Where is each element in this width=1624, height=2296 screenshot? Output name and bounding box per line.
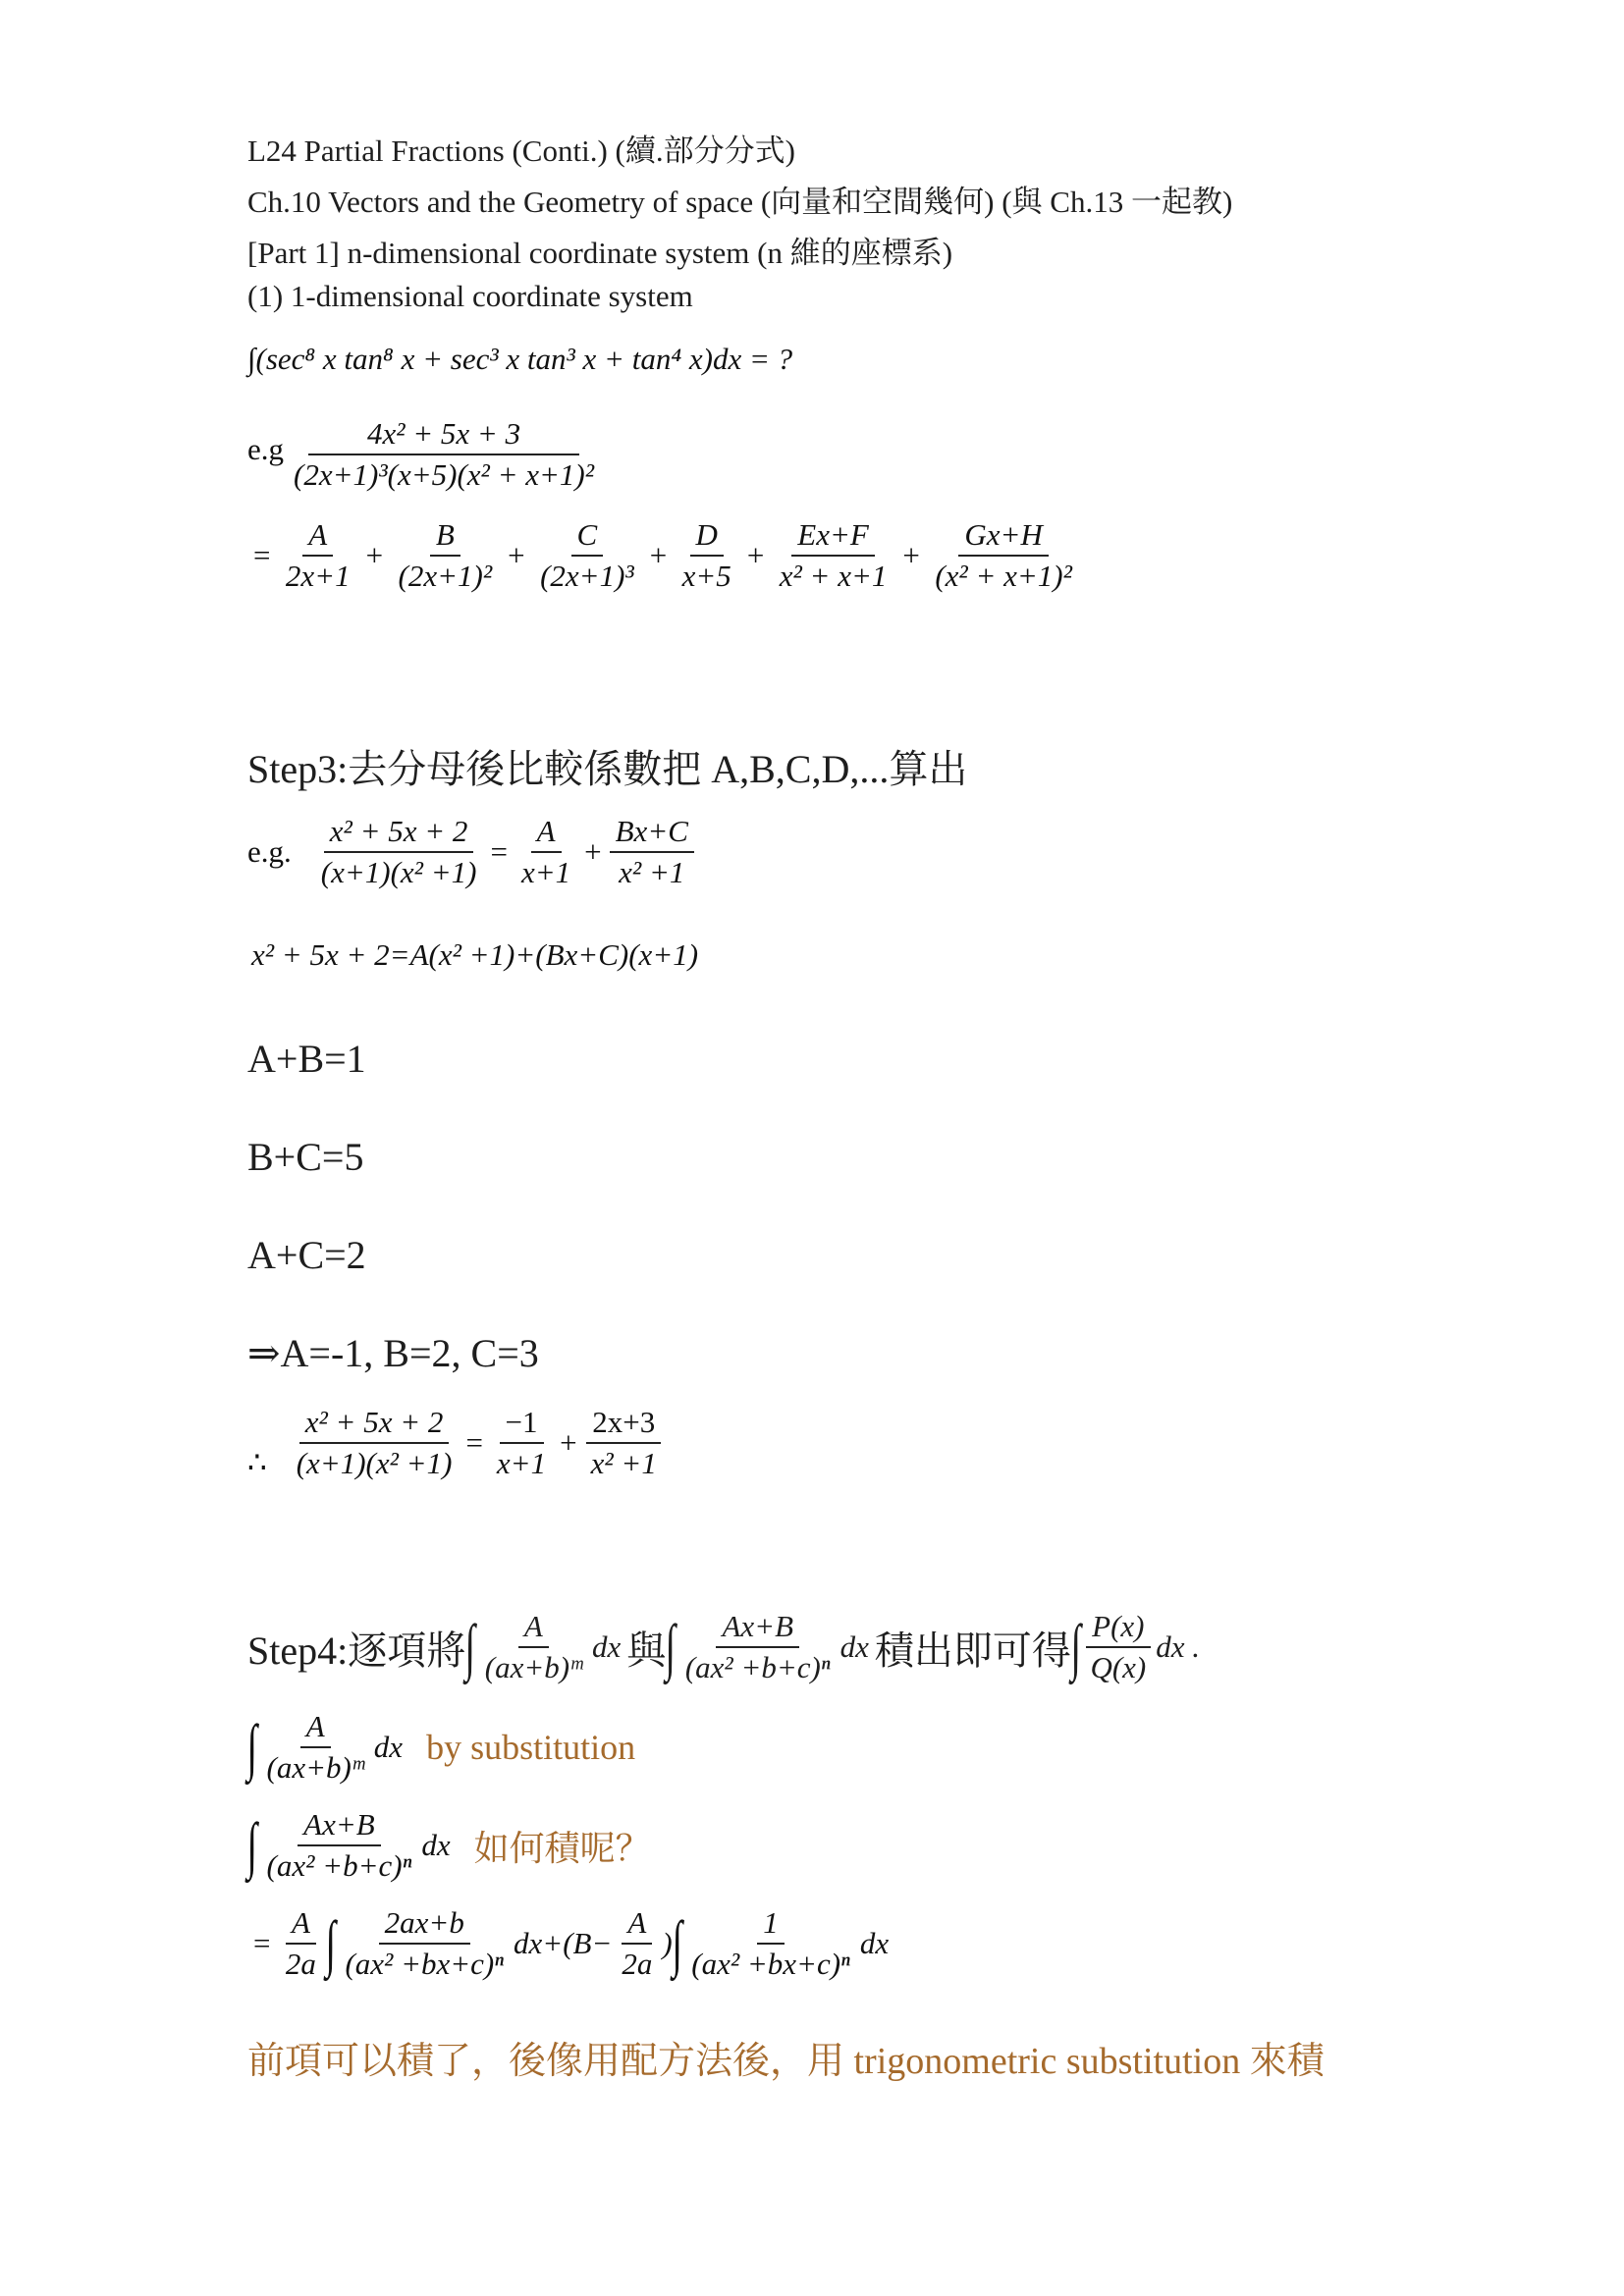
step4-line-a-dx: dx xyxy=(373,1730,404,1765)
step4-line-b-den: (ax² +b+c)ⁿ xyxy=(266,1848,412,1884)
term-b-num: B xyxy=(430,518,460,557)
step3-final-rhs2-den: x² +1 xyxy=(590,1446,657,1481)
example1-lhs xyxy=(247,417,604,492)
step4-line-c-coef2-den: 2a xyxy=(622,1947,653,1982)
step4-frac3-den: Q(x) xyxy=(1090,1650,1147,1685)
integral-symbol: ∫ xyxy=(665,1612,677,1682)
example1-fraction xyxy=(288,417,600,492)
step3-result: ⇒A=-1, B=2, C=3 xyxy=(247,1331,539,1375)
step3-eg-prefix: e.g. xyxy=(247,834,292,870)
step3-lhs-den: (x+1)(x² +1) xyxy=(320,855,477,890)
step3-rhs1-den: x+1 xyxy=(520,855,571,890)
step4-title-suffix: 積出即可得 xyxy=(874,1628,1071,1673)
step4-line-c-coef1-num: A xyxy=(286,1906,316,1945)
step4-line-c-coef1-den: 2a xyxy=(285,1947,316,1982)
trig-integral-equation: ∫(sec⁸ x tan⁸ x + sec³ x tan³ x + tan⁴ x)dx = ? xyxy=(247,342,793,376)
step3-rhs1-fraction xyxy=(515,815,576,889)
example1-term-gh xyxy=(929,518,1078,593)
step4-line-c-coef2 xyxy=(616,1906,658,1981)
example1-term-c xyxy=(534,518,640,593)
step4-line-b-dx: dx xyxy=(421,1828,451,1863)
example1-term-a xyxy=(280,518,356,593)
step4-line-c-dx: dx xyxy=(859,1926,890,1961)
step4-frac1 xyxy=(479,1610,588,1684)
step3-final: ∴ $\frac{\text{x² + 5x + 2}}{\text{(x+1)(x² +1)}}$ = $\frac{-1}{x+1}$ + $\frac{2x+3}{\text{x² +1}}$ xyxy=(247,1406,667,1480)
step4-line-b xyxy=(247,1808,651,1883)
example1-term-d xyxy=(677,518,737,593)
step4-dx-2: dx xyxy=(839,1629,869,1665)
header-line-4: (1) 1-dimensional coordinate system xyxy=(247,279,693,313)
term-gh-num: Gx+H xyxy=(958,518,1048,557)
step4-frac2-den: (ax² +b+c)ⁿ xyxy=(684,1650,831,1685)
example1-prefix: e.g xyxy=(247,432,285,467)
step4-line-c-frac2-den: (ax² +bx+c)ⁿ xyxy=(691,1947,850,1982)
header-line-1: L24 Partial Fractions (Conti.) (續.部分分式) xyxy=(247,133,795,168)
term-b-den: (2x+1)² xyxy=(398,559,493,594)
example1-denominator: (2x+1)³(x+5)(x² + x+1)² xyxy=(294,457,595,493)
step4-title-prefix: Step4:逐項將 xyxy=(247,1628,466,1673)
integral-symbol: ∫ xyxy=(246,1712,258,1783)
step4-line-b-frac xyxy=(261,1808,418,1883)
step4-frac1-num: A xyxy=(518,1610,549,1648)
step4-conclusion: 前項可以積了，後像用配方法後，用 trigonometric substitution 來積 xyxy=(247,2041,1325,2082)
step3-final-lhs xyxy=(291,1406,459,1480)
step4-line-a xyxy=(247,1710,635,1785)
step4-frac3 xyxy=(1084,1610,1152,1684)
example1-equals: = xyxy=(251,538,272,573)
step3-expanded-equation: x² + 5x + 2=A(x² +1)+(Bx+C)(x+1) xyxy=(251,937,699,972)
step4-line-c-frac2-num: 1 xyxy=(757,1906,785,1945)
step3-final-rhs2-num: 2x+3 xyxy=(586,1406,661,1444)
example1-rhs: = $\frac{A}{2x+1}$ + $\frac{B}{\text{(2x+1)²}}$ + $\frac{C}{\text{(2x+1)³}}$ + $\frac{D}{x+5}$ + $\frac{Ex+F}{\text{x² + x+1}}$ + $\frac{Gx+H}{\text{(x² + x+1)²}}$ xyxy=(247,518,1082,593)
step4-line-c-frac1-den: (ax² +bx+c)ⁿ xyxy=(345,1947,505,1982)
term-c-num: C xyxy=(571,518,604,557)
example1-numerator: 4x² + 5x + 3 xyxy=(308,417,579,455)
step3-final-rhs2 xyxy=(585,1406,663,1480)
step3-eq-a-plus-b: A+B=1 xyxy=(247,1037,366,1081)
step4-title xyxy=(247,1610,1200,1684)
term-c-den: (2x+1)³ xyxy=(540,559,634,594)
step4-line-c-frac1-num: 2ax+b xyxy=(379,1906,470,1945)
integral-symbol: ∫ xyxy=(1070,1612,1081,1682)
step4-dx-1: dx xyxy=(592,1629,622,1665)
step4-line-c-coef2-num: A xyxy=(622,1906,652,1945)
step4-line-c-frac2 xyxy=(685,1906,856,1981)
step3-final-lhs-num: x² + 5x + 2 xyxy=(299,1406,450,1444)
term-a-num: A xyxy=(302,518,333,557)
step3-rhs2-fraction xyxy=(610,815,694,889)
example1-term-b xyxy=(393,518,499,593)
step3-eq-b-plus-c: B+C=5 xyxy=(247,1135,364,1179)
example1-term-ef xyxy=(774,518,893,593)
header-line-3: [Part 1] n-dimensional coordinate system (n 維的座標系) xyxy=(247,236,953,270)
step4-frac1-den: (ax+b)ᵐ xyxy=(484,1650,583,1685)
term-ef-den: x² + x+1 xyxy=(779,559,888,594)
step4-line-b-note: 如何積呢？ xyxy=(473,1828,651,1868)
term-d-num: D xyxy=(690,518,724,557)
step3-final-rhs1 xyxy=(491,1406,552,1480)
therefore-symbol: ∴ xyxy=(247,1445,267,1480)
integral-symbol: ∫ xyxy=(464,1612,476,1682)
step3-rhs1-num: A xyxy=(531,815,562,853)
step3-final-rhs1-num: −1 xyxy=(500,1406,544,1444)
step3-final-lhs-den: (x+1)(x² +1) xyxy=(296,1446,453,1481)
step4-frac3-num: P(x) xyxy=(1086,1610,1150,1648)
integral-symbol: ∫ xyxy=(325,1908,336,1979)
term-d-den: x+5 xyxy=(681,559,731,594)
term-gh-den: (x² + x+1)² xyxy=(935,559,1072,594)
step4-line-c-mid: dx+(B− xyxy=(514,1926,613,1961)
term-a-den: 2x+1 xyxy=(285,559,351,594)
term-ef-num: Ex+F xyxy=(791,518,875,557)
step3-lhs-fraction xyxy=(315,815,483,889)
integral-symbol: ∫ xyxy=(672,1908,682,1979)
step4-line-a-num: A xyxy=(300,1710,331,1748)
step3-example: e.g. $\frac{\text{x² + 5x + 2}}{\text{(x+1)(x² +1)}}$ = $\frac{A}{x+1}$ + $\frac{Bx+C}{\text{x² +1}}$ xyxy=(247,815,698,889)
step4-line-c-paren: ) xyxy=(662,1926,673,1961)
step4-frac2 xyxy=(679,1610,837,1684)
step3-lhs-num: x² + 5x + 2 xyxy=(324,815,474,853)
step3-eq-a-plus-c: A+C=2 xyxy=(247,1233,366,1277)
step4-title-mid: 與 xyxy=(626,1628,667,1673)
header-line-2: Ch.10 Vectors and the Geometry of space (向量和空間幾何) (與 Ch.13 一起教) xyxy=(247,185,1233,219)
step4-line-a-frac xyxy=(261,1710,370,1785)
step4-line-a-den: (ax+b)ᵐ xyxy=(266,1750,364,1786)
step4-dx-3: dx . xyxy=(1156,1629,1200,1665)
step3-title: Step3:去分母後比較係數把 A,B,C,D,...算出 xyxy=(247,747,968,791)
step3-rhs2-num: Bx+C xyxy=(610,815,694,853)
step3-rhs2-den: x² +1 xyxy=(619,855,685,890)
step3-final-rhs1-den: x+1 xyxy=(496,1446,547,1481)
step4-frac2-num: Ax+B xyxy=(716,1610,799,1648)
step4-line-a-note: by substitution xyxy=(426,1728,636,1768)
step4-line-b-num: Ax+B xyxy=(298,1808,381,1846)
step4-line-c: = $\frac{A}{2a}$ ∫ $\frac{2ax+b}{\text{(ax² +bx+c)ⁿ}}$ dx+(B− $\frac{A}{2a}$ ) ∫ $\frac{1}{\text{(ax² +bx+c)ⁿ}}$ dx xyxy=(251,1905,890,1982)
step4-line-c-frac1 xyxy=(339,1906,510,1981)
integral-symbol: ∫ xyxy=(246,1810,258,1881)
step4-line-c-coef1 xyxy=(280,1906,322,1981)
